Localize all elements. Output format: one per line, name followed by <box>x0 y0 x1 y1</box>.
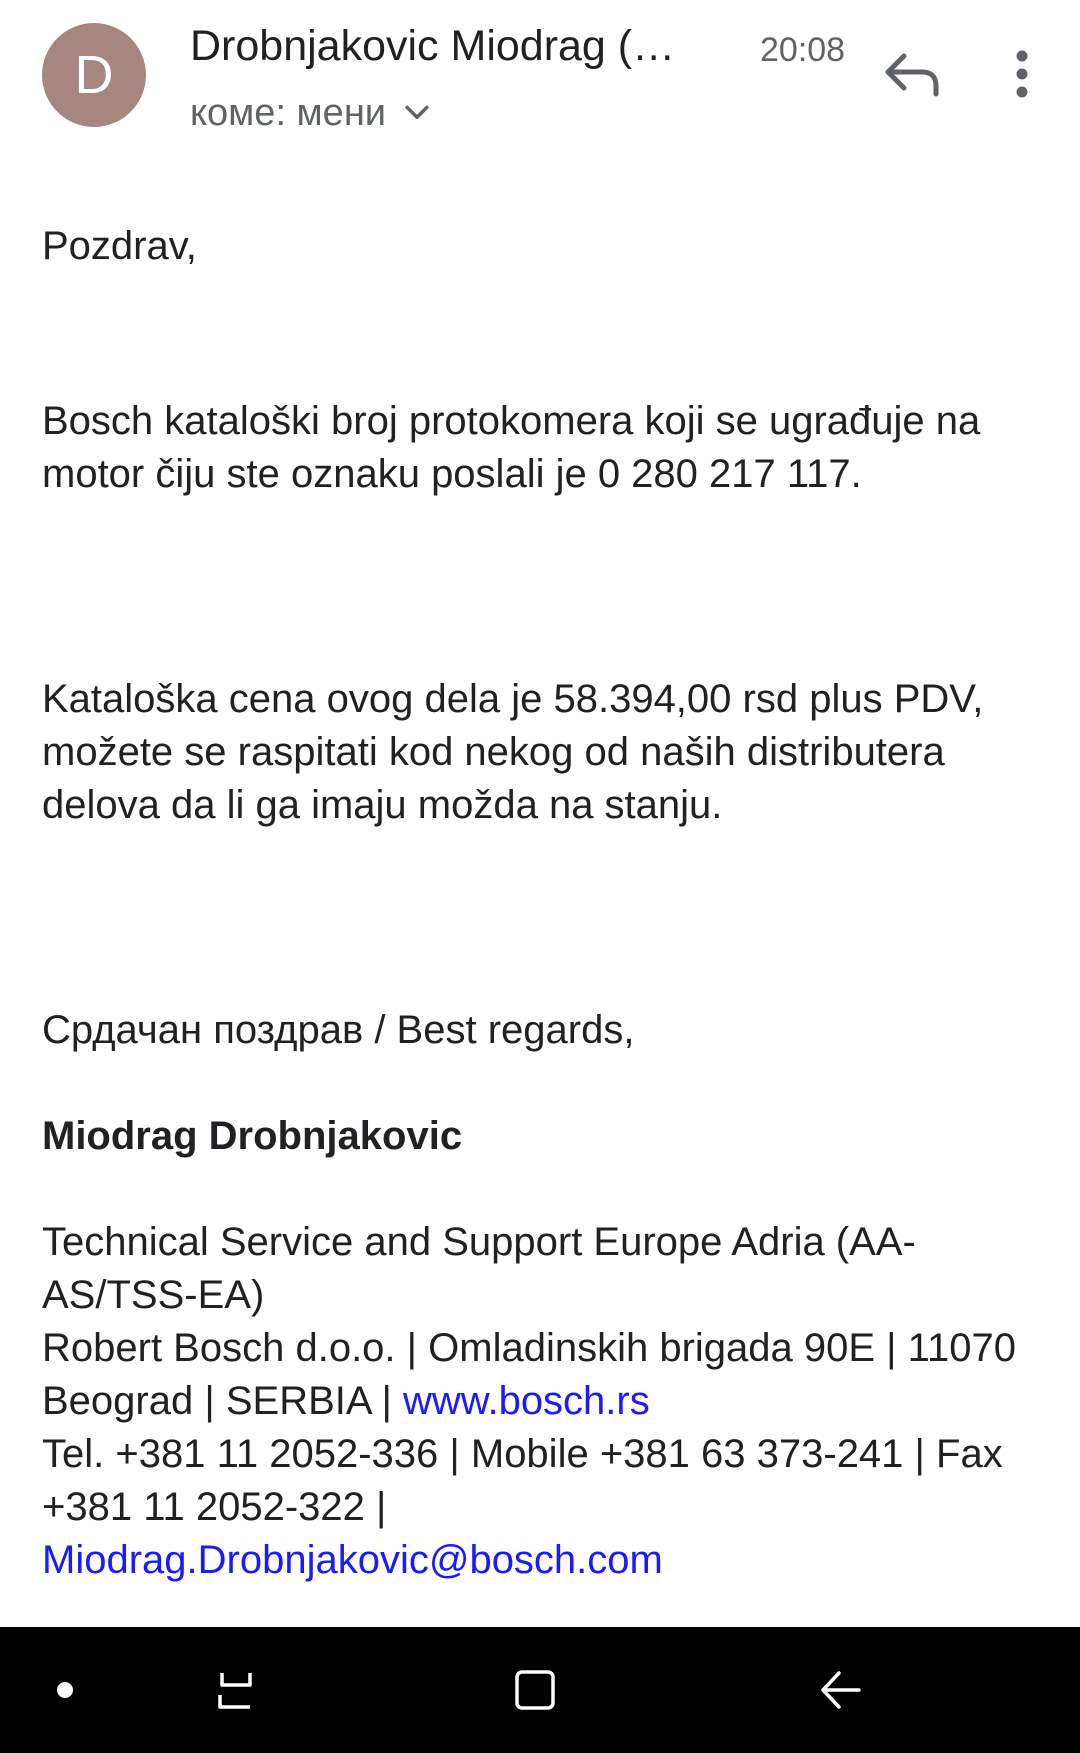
home-icon <box>510 1665 560 1715</box>
system-navigation-bar <box>0 1627 1080 1753</box>
reply-icon <box>878 44 948 104</box>
home-button[interactable] <box>490 1627 580 1753</box>
website-link[interactable]: www.bosch.rs <box>403 1379 650 1423</box>
email-link[interactable]: Miodrag.Drobnjakovic@bosch.com <box>42 1538 663 1582</box>
more-options-button[interactable] <box>1002 44 1042 104</box>
greeting: Pozdrav, <box>42 224 197 268</box>
back-icon <box>815 1665 865 1715</box>
recent-apps-icon <box>210 1665 260 1715</box>
signature-phones: Tel. +381 11 2052-336 | Mobile +381 63 373-241 | Fax +381 11 2052-322 | <box>42 1432 1003 1529</box>
paragraph-price: Kataloška cena ovog dela je 58.394,00 rsd plus PDV, možete se raspitati kod nekog od naših distributera delova da li ga imaju možda na stanju. <box>42 677 984 827</box>
signature-department: Technical Service and Support Europe Adria (AA-AS/TSS-EA) <box>42 1220 916 1317</box>
sender-name[interactable]: Drobnjakovic Miodrag (… <box>190 22 676 70</box>
signature-name: Miodrag Drobnjakovic <box>42 1114 463 1158</box>
reply-button[interactable] <box>878 44 948 104</box>
email-header <box>0 0 1080 150</box>
recent-apps-button[interactable] <box>190 1627 280 1753</box>
dot-icon <box>53 1678 77 1702</box>
timestamp: 20:08 <box>760 31 846 69</box>
signature-address: Robert Bosch d.o.o. | Omladinskih brigada 90E | 11070 Beograd | SERBIA | <box>42 1326 1016 1423</box>
nav-dot-button[interactable] <box>30 1627 100 1753</box>
avatar[interactable]: D <box>42 23 146 127</box>
recipient-toggle[interactable] <box>190 88 434 138</box>
closing: Срдачан поздрав / Best regards, <box>42 1008 635 1052</box>
back-button[interactable] <box>795 1627 885 1753</box>
more-vert-icon <box>1002 44 1042 104</box>
paragraph-part-number: Bosch kataloški broj protokomera koji se ugrađuje na motor čiju ste oznaku poslali je 0 280 217 117. <box>42 399 981 496</box>
recipient-label: коме: мени <box>190 92 387 134</box>
chevron-down-icon <box>400 96 434 130</box>
signature-block <box>42 1216 1042 1587</box>
